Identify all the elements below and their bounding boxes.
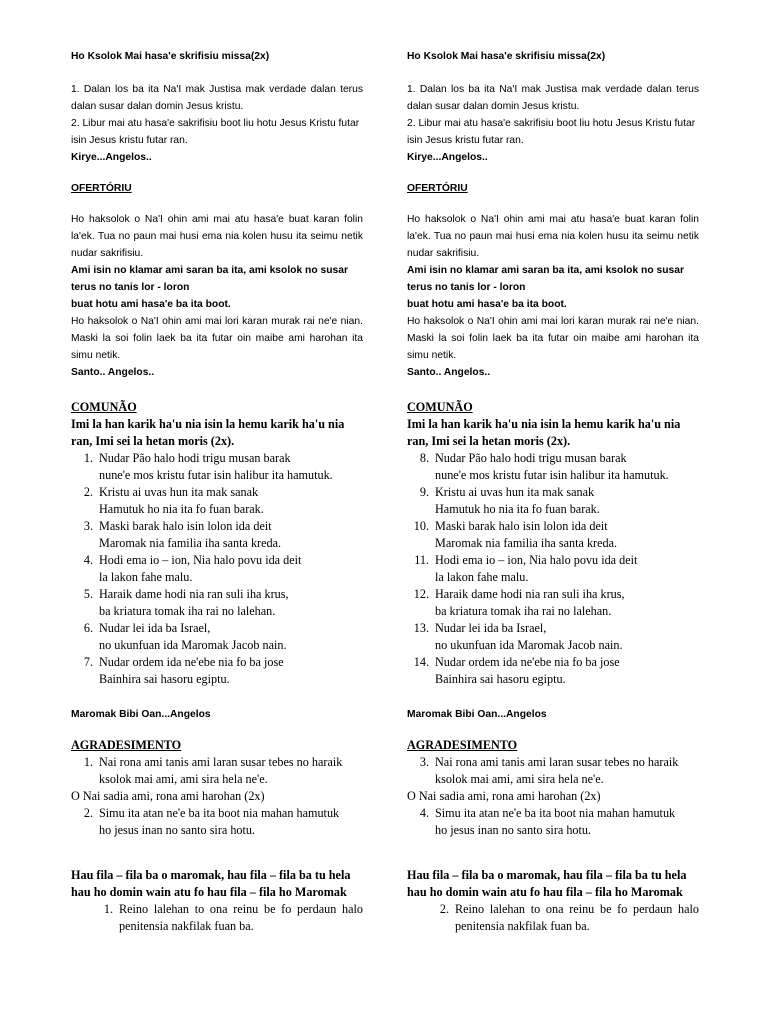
item-text-continued: la lakon fahe malu. xyxy=(99,570,193,584)
item-number: 14. xyxy=(413,655,429,669)
item-text: Hodi ema io – ion, Nia halo povu ida deit xyxy=(435,553,638,567)
kyrie-verse-1: 1. Dalan los ba ita Na'I mak Justisa mak verdade dalan terus dalan susar dalan domin Jesus kristu. xyxy=(407,84,699,112)
item-number: 7. xyxy=(83,655,93,669)
item-text-continued: ksolok mai ami, ami sira hela ne'e. xyxy=(99,772,268,786)
item-number: 2. xyxy=(439,902,449,916)
item-number: 13. xyxy=(413,621,429,635)
agradesimentu-heading: AGRADESIMENTO xyxy=(71,738,182,752)
item-text-continued: ba kriatura tomak iha rai no lalehan. xyxy=(99,604,276,618)
agradesimentu-heading: AGRADESIMENTO xyxy=(407,738,518,752)
kyrie-title: Ho Ksolok Mai hasa'e skrifisiu missa(2x) xyxy=(407,51,606,62)
ofertoriu-bold-2: buat hotu ami hasa'e ba ita boot. xyxy=(71,299,231,310)
item-text: Nudar Pão halo hodi trigu musan barak xyxy=(435,451,627,465)
hau-fila-line-1: Hau fila – fila ba o maromak, hau fila – fila ba tu hela xyxy=(407,868,687,882)
comunao-item xyxy=(71,586,363,603)
item-number: 1. xyxy=(83,755,93,769)
comunao-item xyxy=(407,518,699,535)
ofertoriu-bold-1: Ami isin no klamar ami saran ba ita, ami ksolok no susar terus no tanis lor - loron xyxy=(71,265,348,293)
ofertoriu-paragraph-1: Ho haksolok o Na'I ohin ami mai atu hasa'e buat karan folin la'ek. Tua no paun mai husi ema nia kolen husu ita seimu netik nudar sakrifisiu. xyxy=(407,214,699,259)
agradesimentu-refrain: O Nai sadia ami, rona ami harohan (2x) xyxy=(407,789,601,803)
comunao-heading: COMUNÃO xyxy=(407,400,473,414)
item-number: 6. xyxy=(83,621,93,635)
item-text: Nudar lei ida ba Israel, xyxy=(99,621,211,635)
item-number: 3. xyxy=(83,519,93,533)
comunao-item xyxy=(71,654,363,671)
right-column xyxy=(407,48,699,935)
left-column xyxy=(71,48,363,935)
comunao-list xyxy=(71,450,363,688)
ofertoriu-heading: OFERTÓRIU xyxy=(71,183,132,194)
item-number: 1. xyxy=(83,451,93,465)
agradesimentu-item xyxy=(407,805,699,822)
ofertoriu-bold-1: Ami isin no klamar ami saran ba ita, ami ksolok no susar terus no tanis lor - loron xyxy=(407,265,684,293)
item-text: Reino lalehan to ona reinu be fo perdaun halo penitensia nakfilak fuan ba. xyxy=(455,902,699,933)
item-text-continued: Bainhira sai hasoru egiptu. xyxy=(99,672,230,686)
kyrie-title: Ho Ksolok Mai hasa'e skrifisiu missa(2x) xyxy=(71,51,270,62)
ofertoriu-heading: OFERTÓRIU xyxy=(407,183,468,194)
ofertoriu-refrain: Santo.. Angelos.. xyxy=(71,367,155,378)
comunao-item xyxy=(71,518,363,535)
item-text-continued: ba kriatura tomak iha rai no lalehan. xyxy=(435,604,612,618)
item-text-continued: Hamutuk ho nia ita fo fuan barak. xyxy=(435,502,600,516)
comunao-item xyxy=(407,654,699,671)
comunao-item xyxy=(71,620,363,637)
item-number: 12. xyxy=(413,587,429,601)
item-number: 11. xyxy=(414,553,429,567)
item-text: Simu ita atan ne'e ba ita boot nia mahan hamutuk xyxy=(435,806,676,820)
item-number: 2. xyxy=(83,485,93,499)
agradesimentu-item xyxy=(71,754,363,771)
item-text-continued: Maromak nia familia iha santa kreda. xyxy=(99,536,282,550)
maromak-bibi-oan-line: Maromak Bibi Oan...Angelos xyxy=(71,709,211,720)
kyrie-verse-2: 2. Libur mai atu hasa'e sakrifisiu boot liu hotu Jesus Kristu futar isin Jesus kristu futar ran. xyxy=(71,118,360,146)
item-text-continued: nune'e mos kristu futar isin halibur ita hamutuk. xyxy=(435,468,669,482)
item-number: 4. xyxy=(83,553,93,567)
item-text: Reino lalehan to ona reinu be fo perdaun halo penitensia nakfilak fuan ba. xyxy=(119,902,363,933)
item-number: 5. xyxy=(83,587,93,601)
item-text: Haraik dame hodi nia ran suli iha krus, xyxy=(99,587,289,601)
item-text: Kristu ai uvas hun ita mak sanak xyxy=(435,485,595,499)
ofertoriu-paragraph-2: Ho haksolok o Na'I ohin ami mai lori karan murak rai ne'e nian. Maski la soi folin laek ba ita futar oin maibe ami harohan ita simu netik. xyxy=(71,316,363,361)
kyrie-refrain: Kirye...Angelos.. xyxy=(407,152,488,163)
item-text-continued: Bainhira sai hasoru egiptu. xyxy=(435,672,566,686)
comunao-refrain: Imi la han karik ha'u nia isin la hemu karik ha'u nia ran, Imi sei la hetan moris (2x). xyxy=(71,417,345,448)
kyrie-verse-1: 1. Dalan los ba ita Na'I mak Justisa mak verdade dalan terus dalan susar dalan domin Jesus kristu. xyxy=(71,84,363,112)
comunao-item xyxy=(71,552,363,569)
comunao-item xyxy=(71,450,363,467)
hau-fila-line-1: Hau fila – fila ba o maromak, hau fila – fila ba tu hela xyxy=(71,868,351,882)
item-text: Haraik dame hodi nia ran suli iha krus, xyxy=(435,587,625,601)
item-text-continued: Hamutuk ho nia ita fo fuan barak. xyxy=(99,502,264,516)
final-item xyxy=(407,901,699,935)
maromak-bibi-oan-line: Maromak Bibi Oan...Angelos xyxy=(407,709,547,720)
agradesimentu-item xyxy=(407,754,699,771)
item-text-continued: ho jesus inan no santo sira hotu. xyxy=(435,823,592,837)
item-number: 3. xyxy=(419,755,429,769)
item-text-continued: la lakon fahe malu. xyxy=(435,570,529,584)
comunao-refrain: Imi la han karik ha'u nia isin la hemu karik ha'u nia ran, Imi sei la hetan moris (2x). xyxy=(407,417,681,448)
comunao-list xyxy=(407,450,699,688)
item-text: Maski barak halo isin lolon ida deit xyxy=(435,519,608,533)
item-text: Maski barak halo isin lolon ida deit xyxy=(99,519,272,533)
item-number: 9. xyxy=(419,485,429,499)
item-number: 2. xyxy=(83,806,93,820)
item-text: Nai rona ami tanis ami laran susar tebes no haraik xyxy=(99,755,343,769)
item-text: Nudar ordem ida ne'ebe nia fo ba jose xyxy=(99,655,284,669)
item-text-continued: no ukunfuan ida Maromak Jacob nain. xyxy=(435,638,623,652)
ofertoriu-bold-2: buat hotu ami hasa'e ba ita boot. xyxy=(407,299,567,310)
item-text-continued: nune'e mos kristu futar isin halibur ita hamutuk. xyxy=(99,468,333,482)
item-number: 1. xyxy=(103,902,113,916)
kyrie-verse-2: 2. Libur mai atu hasa'e sakrifisiu boot liu hotu Jesus Kristu futar isin Jesus kristu futar ran. xyxy=(407,118,696,146)
item-text-continued: ho jesus inan no santo sira hotu. xyxy=(99,823,256,837)
comunao-item xyxy=(71,484,363,501)
comunao-heading: COMUNÃO xyxy=(71,400,137,414)
kyrie-refrain: Kirye...Angelos.. xyxy=(71,152,152,163)
item-text: Simu ita atan ne'e ba ita boot nia mahan hamutuk xyxy=(99,806,340,820)
item-number: 8. xyxy=(419,451,429,465)
item-text: Nudar Pão halo hodi trigu musan barak xyxy=(99,451,291,465)
ofertoriu-paragraph-1: Ho haksolok o Na'I ohin ami mai atu hasa'e buat karan folin la'ek. Tua no paun mai husi ema nia kolen husu ita seimu netik nudar sakrifisiu. xyxy=(71,214,363,259)
item-text: Nai rona ami tanis ami laran susar tebes no haraik xyxy=(435,755,679,769)
item-text: Kristu ai uvas hun ita mak sanak xyxy=(99,485,259,499)
comunao-item xyxy=(407,552,699,569)
ofertoriu-paragraph-2: Ho haksolok o Na'I ohin ami mai lori karan murak rai ne'e nian. Maski la soi folin laek ba ita futar oin maibe ami harohan ita simu netik. xyxy=(407,316,699,361)
comunao-item xyxy=(407,450,699,467)
comunao-item xyxy=(407,620,699,637)
item-text: Nudar ordem ida ne'ebe nia fo ba jose xyxy=(435,655,620,669)
item-text-continued: no ukunfuan ida Maromak Jacob nain. xyxy=(99,638,287,652)
item-text-continued: ksolok mai ami, ami sira hela ne'e. xyxy=(435,772,604,786)
hau-fila-line-2: hau ho domin wain atu fo hau fila – fila ho Maromak xyxy=(71,885,347,899)
item-text: Nudar lei ida ba Israel, xyxy=(435,621,547,635)
item-text-continued: Maromak nia familia iha santa kreda. xyxy=(435,536,618,550)
item-number: 10. xyxy=(413,519,429,533)
item-number: 4. xyxy=(419,806,429,820)
item-text: Hodi ema io – ion, Nia halo povu ida deit xyxy=(99,553,302,567)
agradesimentu-refrain: O Nai sadia ami, rona ami harohan (2x) xyxy=(71,789,265,803)
comunao-item xyxy=(407,484,699,501)
final-item xyxy=(71,901,363,935)
agradesimentu-item xyxy=(71,805,363,822)
hau-fila-line-2: hau ho domin wain atu fo hau fila – fila ho Maromak xyxy=(407,885,683,899)
comunao-item xyxy=(407,586,699,603)
ofertoriu-refrain: Santo.. Angelos.. xyxy=(407,367,491,378)
